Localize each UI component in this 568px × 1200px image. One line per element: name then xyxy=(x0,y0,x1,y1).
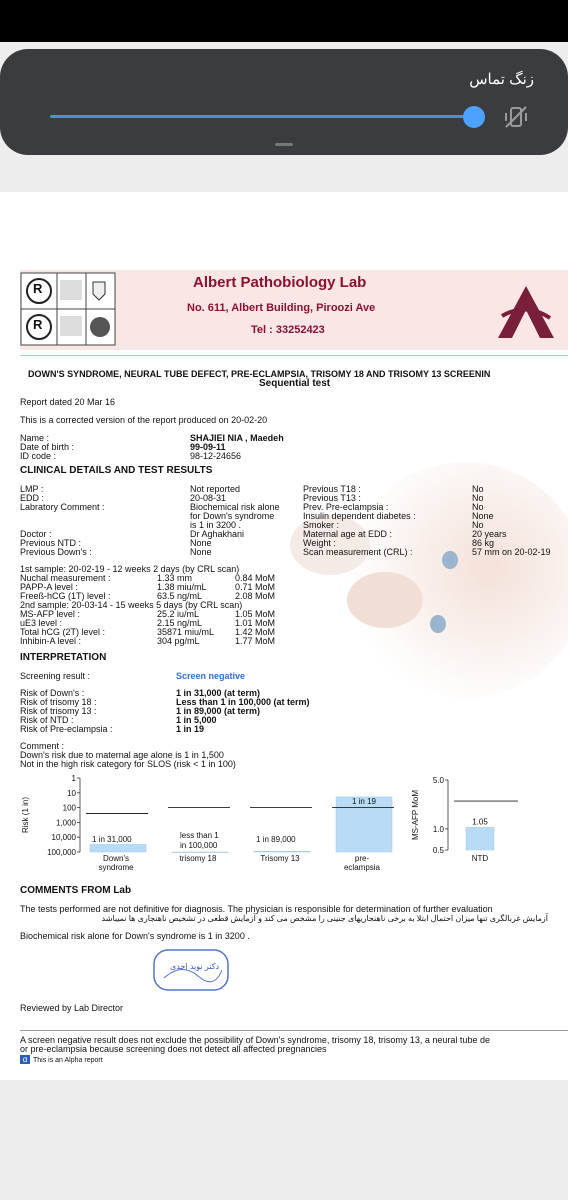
risk-tick-label: 100,000 xyxy=(47,848,76,857)
clinical-value: None xyxy=(472,511,494,521)
name-value: SHAJIEI NIA , Maedeh xyxy=(190,433,284,443)
afp-tick-label: 1.0 xyxy=(432,824,444,834)
risk-bar-label: in 100,000 xyxy=(180,841,218,850)
risk-category-label: eclampsia xyxy=(343,863,381,872)
corrected-note: This is a corrected version of the report produced on 20-02-20 xyxy=(20,415,268,425)
risk-label: Risk of Pre-eclampsia : xyxy=(20,724,113,734)
risk-label: Risk of trisomy 18 : xyxy=(20,697,97,707)
lab-address: No. 611, Albert Building, Piroozi Ave xyxy=(187,302,376,314)
afp-bar-label: 1.05 xyxy=(472,817,488,827)
footer-divider xyxy=(20,1030,568,1031)
ring-volume-label: زنگ تماس xyxy=(469,71,534,88)
clinical-label: Previous Down's : xyxy=(20,547,92,557)
clinical-label: Labratory Comment : xyxy=(20,502,105,512)
clinical-label: EDD : xyxy=(20,493,45,503)
sample-value: 2.15 ng/mL xyxy=(157,618,203,628)
risk-category-label: Down's xyxy=(103,854,129,863)
sample-mom: 1.05 MoM xyxy=(235,609,276,619)
risk-tick-label: 1 xyxy=(71,774,76,783)
clinical-value: No xyxy=(472,502,484,512)
clinical-value: 86 kg xyxy=(472,538,495,548)
sample-label: Freeß-hCG (1T) level : xyxy=(20,591,111,601)
header-divider xyxy=(20,355,568,356)
biochemical-note: Biochemical risk alone for Down's syndrome is 1 in 3200 . xyxy=(20,931,250,941)
clinical-value: is 1 in 3200 . xyxy=(190,520,242,530)
clinical-label: Doctor : xyxy=(20,529,52,539)
risk-label: Risk of trisomy 13 : xyxy=(20,706,97,716)
lab-report xyxy=(0,210,568,1078)
dob-label: Date of birth : xyxy=(20,442,75,452)
risk-tick-label: 10 xyxy=(67,788,76,798)
risk-tick-label: 100 xyxy=(62,803,76,813)
clinical-label: Smoker : xyxy=(303,520,340,530)
sample-value: 25.2 iu/mL xyxy=(157,609,200,619)
clinical-label: Previous T13 : xyxy=(303,493,361,503)
afp-tick-label: 0.5 xyxy=(432,846,444,855)
sample-label: Inhibin-A level : xyxy=(20,636,82,646)
risk-axis-label: Risk (1 in) xyxy=(21,796,30,834)
afp-axis-label: MS-AFP MoM xyxy=(411,789,420,841)
clinical-value: Dr Aghakhani xyxy=(190,529,245,539)
ring-volume-slider[interactable] xyxy=(50,115,475,118)
sample-value: 35871 miu/mL xyxy=(157,627,215,637)
sample-label: Nuchal measurement : xyxy=(20,573,111,583)
ring-volume-slider-thumb[interactable] xyxy=(463,106,485,128)
clinical-section-title: CLINICAL DETAILS AND TEST RESULTS xyxy=(20,465,213,476)
panel-expand-handle[interactable] xyxy=(275,143,293,146)
risk-bar-label: 1 in 31,000 xyxy=(92,835,132,844)
sample-mom: 0.71 MoM xyxy=(235,582,276,592)
clinical-label: Maternal age at EDD : xyxy=(303,529,393,539)
risk-label: Risk of NTD : xyxy=(20,715,74,725)
sample-label: Total hCG (2T) level : xyxy=(20,627,106,637)
risk-tick-label: 1,000 xyxy=(55,818,76,828)
screening-label: Screening result : xyxy=(20,671,91,681)
comment-label: Comment : xyxy=(20,741,65,751)
comment-line: Not in the high risk category for SLOS (risk < 1 in 100) xyxy=(20,759,236,769)
comment-line: Down's risk due to maternal age alone is 1 in 1,500 xyxy=(20,750,224,760)
afp-category-label: NTD xyxy=(471,854,489,863)
risk-bar xyxy=(254,851,310,852)
sample-value: 63.5 ng/mL xyxy=(157,591,203,601)
reviewed-by: Reviewed by Lab Director xyxy=(20,1003,124,1013)
id-label: ID code : xyxy=(20,451,57,461)
logo-r-bottom: R xyxy=(33,317,43,332)
clinical-label: Prev. Pre-eclampsia : xyxy=(303,502,389,512)
lab-logo xyxy=(490,272,560,346)
sample-value: 304 pg/mL xyxy=(157,636,200,646)
risk-category-label: Trisomy 13 xyxy=(260,854,300,863)
clinical-value: No xyxy=(472,484,484,494)
risk-tick-label: 10,000 xyxy=(51,833,76,843)
clinical-label: Insulin dependent diabetes : xyxy=(303,511,416,521)
risk-bar-label: 1 in 89,000 xyxy=(256,835,296,844)
sample-mom: 1.42 MoM xyxy=(235,627,276,637)
sample-label: MS-AFP level : xyxy=(20,609,80,619)
clinical-value: No xyxy=(472,493,484,503)
second-sample-header: 2nd sample: 20-03-14 - 15 weeks 5 days (by CRL scan) xyxy=(20,600,243,610)
risk-value: 1 in 31,000 (at term) xyxy=(176,688,261,698)
comments-persian: آزمایش غربالگری تنها میزان احتمال ابتلا به برخی ناهنجاریهای جنینی را مشخص می کند و آزمایش قطعی در تشخیص ناهنجاری ها نمیباشد xyxy=(101,914,548,923)
risk-category-label: trisomy 18 xyxy=(179,854,217,863)
clinical-label: Previous NTD : xyxy=(20,538,82,548)
afp-tick-label: 5.0 xyxy=(432,776,444,785)
risk-category-label: pre- xyxy=(354,854,370,863)
clinical-value: None xyxy=(190,547,212,557)
risk-value: 1 in 5,000 xyxy=(176,715,217,725)
test-title: DOWN'S SYNDROME, NEURAL TUBE DEFECT, PRE-ECLAMPSIA, TRISOMY 18 AND TRISOMY 13 SCREENIN xyxy=(28,369,491,379)
clinical-value: for Down's syndrome xyxy=(190,511,275,521)
vibrate-off-icon[interactable] xyxy=(500,101,532,133)
clinical-value: 20 years xyxy=(472,529,507,539)
status-bar xyxy=(0,0,568,42)
risk-charts xyxy=(18,770,568,880)
stamp-text: دکتر نوید احدی xyxy=(170,962,220,971)
comments-title: COMMENTS FROM Lab xyxy=(20,885,132,896)
lab-phone: Tel : 33252423 xyxy=(251,324,325,336)
sample-mom: 0.84 MoM xyxy=(235,573,276,583)
clinical-value: 57 mm on 20-02-19 xyxy=(472,547,551,557)
alpha-note: This is an Alpha report xyxy=(33,1057,103,1064)
sample-value: 1.33 mm xyxy=(157,573,193,583)
afp-bar xyxy=(466,827,494,850)
lab-name: Albert Pathobiology Lab xyxy=(193,274,367,291)
comments-english: The tests performed are not definitive for diagnosis. The physician is responsible for determination of further evaluation xyxy=(20,904,493,914)
clinical-label: Previous T18 : xyxy=(303,484,361,494)
risk-bar-label: less than 1 xyxy=(180,831,219,840)
clinical-value: 20-08-31 xyxy=(190,493,227,503)
interpretation-title: INTERPRETATION xyxy=(20,652,107,663)
sample-mom: 1.01 MoM xyxy=(235,618,276,628)
clinical-value: Not reported xyxy=(190,484,241,494)
clinical-value: No xyxy=(472,520,484,530)
risk-bar-label: 1 in 19 xyxy=(351,796,377,806)
screening-result: Screen negative xyxy=(176,671,246,681)
risk-category-label: syndrome xyxy=(98,863,134,872)
risk-value: 1 in 89,000 (at term) xyxy=(176,706,261,716)
sample-mom: 2.08 MoM xyxy=(235,591,276,601)
risk-value: Less than 1 in 100,000 (at term) xyxy=(176,697,310,707)
risk-bar xyxy=(90,844,146,852)
test-subtitle: Sequential test xyxy=(259,378,331,389)
clinical-label: Scan measurement (CRL) : xyxy=(303,547,413,557)
sample-value: 1.38 miu/mL xyxy=(157,582,207,592)
name-label: Name : xyxy=(20,433,50,443)
logo-r-top: R xyxy=(33,281,43,296)
dob-value: 99-09-11 xyxy=(190,442,226,452)
clinical-value: None xyxy=(190,538,212,548)
clinical-label: LMP : xyxy=(20,484,44,494)
first-sample-header: 1st sample: 20-02-19 - 12 weeks 2 days (by CRL scan) xyxy=(20,564,240,574)
risk-value: 1 in 19 xyxy=(176,724,205,734)
risk-bar xyxy=(172,852,228,853)
disclaimer-line-1: A screen negative result does not exclude the possibility of Down's syndrome, trisomy 18, trisomy 13, a neural tube de xyxy=(20,1035,490,1045)
alpha-logo-icon: α xyxy=(20,1055,30,1064)
clinical-value: Biochemical risk alone xyxy=(190,502,280,512)
volume-panel xyxy=(0,49,568,155)
sample-label: uE3 level : xyxy=(20,618,63,628)
sample-mom: 1.77 MoM xyxy=(235,636,276,646)
sample-label: PAPP-A level : xyxy=(20,582,78,592)
risk-label: Risk of Down's : xyxy=(20,688,85,698)
clinical-label: Weight : xyxy=(303,538,336,548)
report-date: Report dated 20 Mar 16 xyxy=(20,397,116,407)
disclaimer-line-2: or pre-eclampsia because screening does not detect all affected pregnancies xyxy=(20,1044,327,1054)
id-value: 98-12-24656 xyxy=(190,451,242,461)
